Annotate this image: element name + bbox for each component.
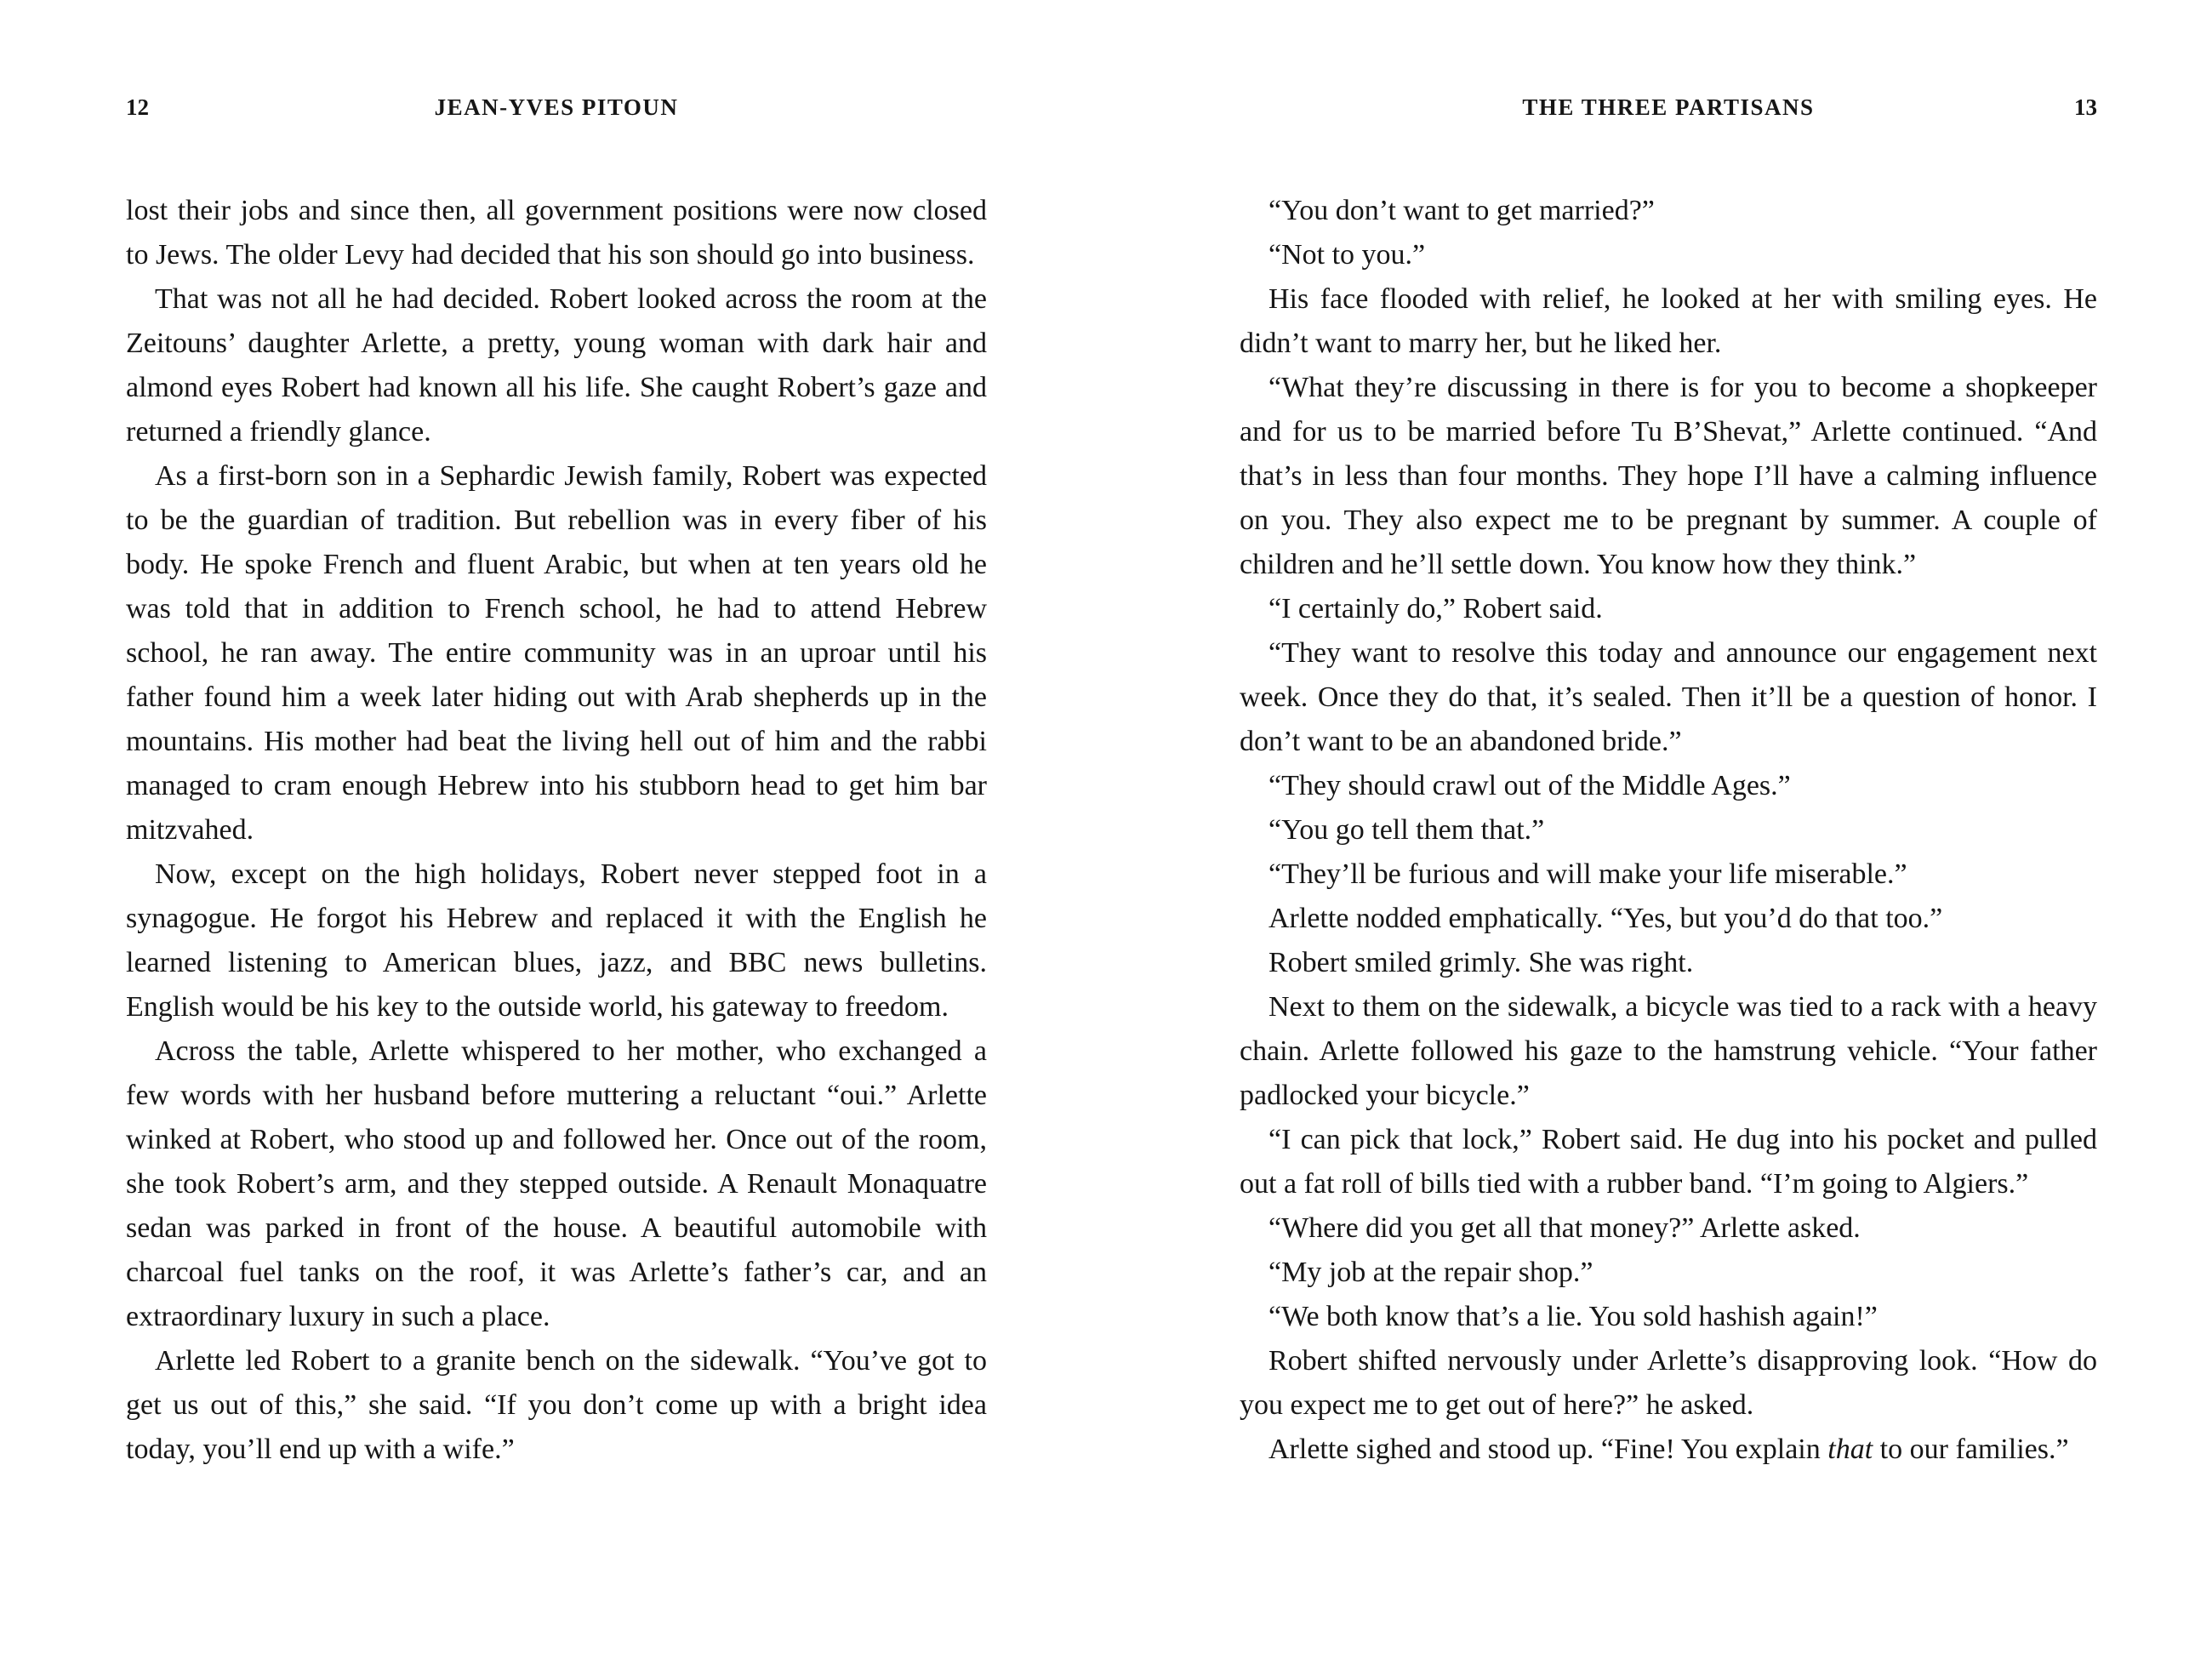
text-run: His face flooded with relief, he looked at her with smiling eyes. He didn’t want to marry her, but he liked her. [1240, 283, 2097, 359]
paragraph [1240, 941, 2097, 985]
paragraph [1240, 1206, 2097, 1251]
text-run: to our families.” [1873, 1434, 2069, 1465]
text-run: “We both know that’s a lie. You sold hashish again!” [1268, 1301, 1878, 1332]
text-run: Arlette nodded emphatically. “Yes, but you’d do that too.” [1268, 903, 1943, 934]
text-run: Robert smiled grimly. She was right. [1268, 947, 1694, 978]
paragraph [1240, 1251, 2097, 1295]
paragraph [126, 852, 987, 1029]
paragraph [1240, 1428, 2097, 1472]
paragraph [1240, 1339, 2097, 1428]
paragraph [126, 454, 987, 852]
text-run: Across the table, Arlette whispered to her mother, who exchanged a few words with her husband before muttering a reluctant “oui.” Arlette winked at Robert, who stood up and followed her. Once out of the room, she took Robert’s arm, and they stepped outside. A Renault Monaquatre sedan was parked in front of the house. A beautiful automobile with charcoal fuel tanks on the roof, it was Arlette’s father’s car, and an extraordinary luxury in such a place. [126, 1035, 987, 1332]
page-number-right: 13 [2074, 94, 2097, 120]
paragraph [1240, 366, 2097, 587]
text-run: “My job at the repair shop.” [1268, 1257, 1593, 1288]
italic-text-run: that [1827, 1434, 1873, 1465]
paragraph [1240, 277, 2097, 366]
page-12-body-text [126, 189, 987, 1472]
text-run: “I certainly do,” Robert said. [1268, 593, 1603, 624]
paragraph [126, 189, 987, 277]
text-run: “What they’re discussing in there is for you to become a shopkeeper and for us to be married before Tu B’Shevat,” Arlette continued. “And that’s in less than four months. They hope I’ll have a calming influence on you. They also expect me to be pregnant by summer. A couple of children and he’ll settle down. You know how they think.” [1240, 372, 2097, 580]
text-run: Robert shifted nervously under Arlette’s disapproving look. “How do you expect me to get out of here?” he asked. [1240, 1345, 2097, 1421]
paragraph [126, 1339, 987, 1472]
page-13-body-text [1240, 189, 2097, 1472]
paragraph [126, 1029, 987, 1339]
text-run: “Where did you get all that money?” Arlette asked. [1268, 1212, 1861, 1244]
paragraph [1240, 631, 2097, 764]
paragraph [1240, 1118, 2097, 1206]
text-run: “They’ll be furious and will make your life miserable.” [1268, 858, 1907, 890]
paragraph [126, 277, 987, 454]
running-header-left [126, 92, 987, 123]
text-run: “I can pick that lock,” Robert said. He dug into his pocket and pulled out a fat roll of bills tied with a rubber band. “I’m going to Algiers.” [1240, 1124, 2097, 1200]
text-run: “They want to resolve this today and announce our engagement next week. Once they do that, it’s sealed. Then it’ll be a question of honor. I don’t want to be an abandoned bride.” [1240, 637, 2097, 757]
text-run: “You don’t want to get married?” [1268, 195, 1655, 226]
paragraph [1240, 587, 2097, 631]
text-run: As a first-born son in a Sephardic Jewish family, Robert was expected to be the guardian of tradition. But rebellion was in every fiber of his body. He spoke French and fluent Arabic, but when at ten years old he was told that in addition to French school, he had to attend Hebrew school, he ran away. The entire community was in an uproar until his father found him a week later hiding out with Arab shepherds up in the mountains. His mother had beat the living hell out of him and the rabbi managed to cram enough Hebrew into his stubborn head to get him bar mitzvahed. [126, 460, 987, 846]
page-number-left: 12 [126, 94, 149, 120]
text-run: That was not all he had decided. Robert looked across the room at the Zeitouns’ daughter Arlette, a pretty, young woman with dark hair and almond eyes Robert had known all his life. She caught Robert’s gaze and returned a friendly glance. [126, 283, 987, 448]
text-run: Arlette led Robert to a granite bench on the sidewalk. “You’ve got to get us out of this,” she said. “If you don’t come up with a bright idea today, you’ll end up with a wife.” [126, 1345, 987, 1465]
paragraph [1240, 897, 2097, 941]
paragraph [1240, 189, 2097, 233]
running-title-author: JEAN-YVES PITOUN [434, 94, 679, 120]
text-run: “You go tell them that.” [1268, 814, 1545, 846]
text-run: Now, except on the high holidays, Robert never stepped foot in a synagogue. He forgot his Hebrew and replaced it with the English he learned listening to American blues, jazz, and BBC news bulletins. English would be his key to the outside world, his gateway to freedom. [126, 858, 987, 1023]
text-run: “Not to you.” [1268, 239, 1426, 271]
running-title-book: THE THREE PARTISANS [1522, 94, 1815, 120]
text-run: lost their jobs and since then, all government positions were now closed to Jews. The older Levy had decided that his son should go into business. [126, 195, 987, 271]
page-13 [1106, 0, 2212, 1659]
text-run: “They should crawl out of the Middle Ages.” [1268, 770, 1791, 801]
paragraph [1240, 764, 2097, 808]
paragraph [1240, 808, 2097, 852]
paragraph [1240, 985, 2097, 1118]
text-run: Next to them on the sidewalk, a bicycle was tied to a rack with a heavy chain. Arlette followed his gaze to the hamstrung vehicle. “Your father padlocked your bicycle.” [1240, 991, 2097, 1111]
paragraph [1240, 1295, 2097, 1339]
running-header-right [1240, 92, 2097, 123]
paragraph [1240, 852, 2097, 897]
paragraph [1240, 233, 2097, 277]
text-run: Arlette sighed and stood up. “Fine! You explain [1268, 1434, 1828, 1465]
